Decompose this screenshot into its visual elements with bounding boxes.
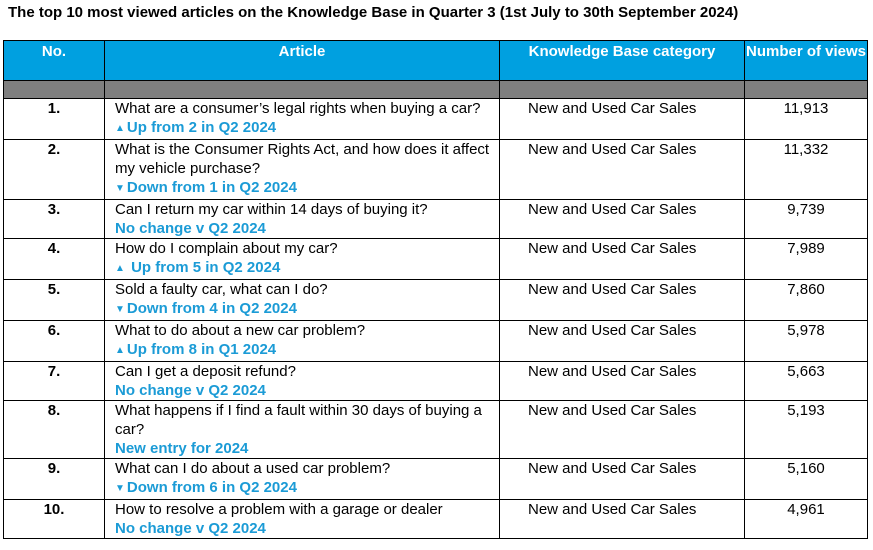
article-cell: [105, 401, 500, 459]
rank-change: [115, 519, 493, 538]
category-cell: New and Used Car Sales: [500, 99, 745, 140]
category-cell: New and Used Car Sales: [500, 401, 745, 459]
rank-change-label: Down from 4 in Q2 2024: [126, 300, 297, 317]
table-separator-row: [4, 81, 868, 99]
views-cell: 11,913: [745, 99, 868, 140]
column-header-no: No.: [4, 41, 105, 81]
article-title: What is the Consumer Rights Act, and how does it affect my vehicle purchase?: [115, 141, 490, 177]
rank-change-label: Down from 1 in Q2 2024: [126, 179, 297, 196]
table-row: [4, 239, 868, 280]
article-cell: [105, 362, 500, 401]
article-cell: [105, 239, 500, 280]
table-row: [4, 280, 868, 321]
article-cell: [105, 500, 500, 539]
rank-change-label: Up from 2 in Q2 2024: [126, 119, 277, 136]
article-cell: [105, 99, 500, 140]
row-number: 6.: [4, 321, 105, 362]
table-row: [4, 500, 868, 539]
category-cell: New and Used Car Sales: [500, 500, 745, 539]
views-cell: 5,663: [745, 362, 868, 401]
separator-cell: [4, 81, 105, 99]
row-number: 9.: [4, 459, 105, 500]
column-header-category: Knowledge Base category: [500, 41, 745, 81]
page-title: The top 10 most viewed articles on the Knowledge Base in Quarter 3 (1st July to 30th September 2024): [8, 4, 739, 21]
rank-change-label: Up from 8 in Q1 2024: [126, 341, 277, 358]
views-cell: 11,332: [745, 140, 868, 200]
rank-change-label: No change v Q2 2024: [115, 382, 266, 399]
article-title: Sold a faulty car, what can I do?: [115, 281, 328, 298]
views-cell: 7,989: [745, 239, 868, 280]
top-articles-table: [3, 40, 868, 539]
triangle-up-icon: ▲: [115, 345, 125, 356]
rank-change-label: Up from 5 in Q2 2024: [126, 259, 281, 276]
category-cell: New and Used Car Sales: [500, 362, 745, 401]
table-row: [4, 459, 868, 500]
rank-change: [115, 340, 493, 361]
category-cell: New and Used Car Sales: [500, 459, 745, 500]
rank-change: [115, 478, 493, 499]
rank-change-label: Down from 6 in Q2 2024: [126, 479, 297, 496]
row-number: 10.: [4, 500, 105, 539]
row-number: 4.: [4, 239, 105, 280]
rank-change: [115, 178, 493, 199]
separator-cell: [105, 81, 500, 99]
article-title: What are a consumer’s legal rights when buying a car?: [115, 100, 481, 117]
separator-cell: [745, 81, 868, 99]
article-cell: [105, 200, 500, 239]
rank-change-label: New entry for 2024: [115, 440, 249, 457]
row-number: 3.: [4, 200, 105, 239]
rank-change-label: No change v Q2 2024: [115, 220, 266, 237]
article-title: Can I get a deposit refund?: [115, 363, 296, 380]
article-cell: [105, 321, 500, 362]
triangle-up-icon: ▲: [115, 263, 125, 274]
column-header-article: Article: [105, 41, 500, 81]
triangle-down-icon: ▼: [115, 183, 125, 194]
row-number: 1.: [4, 99, 105, 140]
table-row: [4, 99, 868, 140]
row-number: 2.: [4, 140, 105, 200]
article-title: What to do about a new car problem?: [115, 322, 366, 339]
table-row: [4, 140, 868, 200]
article-cell: [105, 140, 500, 200]
triangle-up-icon: ▲: [115, 123, 125, 134]
rank-change: [115, 381, 493, 400]
triangle-down-icon: ▼: [115, 483, 125, 494]
rank-change: [115, 299, 493, 320]
views-cell: 5,978: [745, 321, 868, 362]
rank-change: [115, 258, 493, 279]
table-row: [4, 200, 868, 239]
category-cell: New and Used Car Sales: [500, 200, 745, 239]
table-row: [4, 401, 868, 459]
row-number: 5.: [4, 280, 105, 321]
views-cell: 9,739: [745, 200, 868, 239]
article-title: What happens if I find a fault within 30 days of buying a car?: [115, 402, 482, 438]
article-cell: [105, 459, 500, 500]
category-cell: New and Used Car Sales: [500, 239, 745, 280]
category-cell: New and Used Car Sales: [500, 321, 745, 362]
views-cell: 4,961: [745, 500, 868, 539]
article-title: How do I complain about my car?: [115, 240, 338, 257]
rank-change: [115, 439, 493, 458]
row-number: 7.: [4, 362, 105, 401]
row-number: 8.: [4, 401, 105, 459]
article-cell: [105, 280, 500, 321]
table-body: [4, 99, 868, 539]
table-row: [4, 362, 868, 401]
table-header-row: [4, 41, 868, 81]
views-cell: 5,193: [745, 401, 868, 459]
views-cell: 5,160: [745, 459, 868, 500]
rank-change-label: No change v Q2 2024: [115, 520, 266, 537]
article-title: How to resolve a problem with a garage or dealer: [115, 501, 443, 518]
triangle-down-icon: ▼: [115, 304, 125, 315]
column-header-views: Number of views: [745, 41, 868, 81]
article-title: Can I return my car within 14 days of buying it?: [115, 201, 428, 218]
views-cell: 7,860: [745, 280, 868, 321]
rank-change: [115, 219, 493, 238]
category-cell: New and Used Car Sales: [500, 280, 745, 321]
rank-change: [115, 118, 493, 139]
table-row: [4, 321, 868, 362]
category-cell: New and Used Car Sales: [500, 140, 745, 200]
separator-cell: [500, 81, 745, 99]
article-title: What can I do about a used car problem?: [115, 460, 391, 477]
